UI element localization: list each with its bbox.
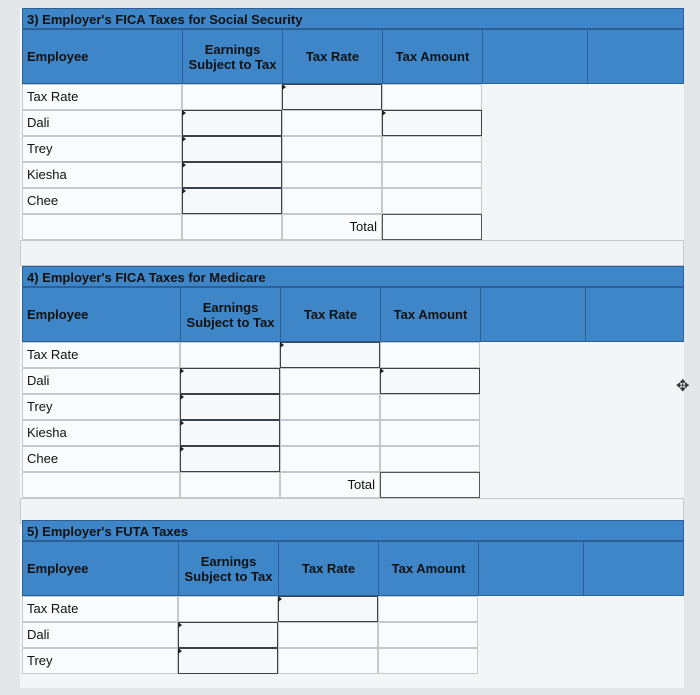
row-label: Dali bbox=[22, 110, 182, 136]
tax-amount-cell bbox=[382, 84, 482, 110]
col-earnings: Earnings Subject to Tax bbox=[181, 288, 281, 341]
col-employee: Employee bbox=[23, 288, 181, 341]
tax-rate-input[interactable] bbox=[278, 596, 378, 622]
col-blank bbox=[483, 30, 588, 83]
earnings-input[interactable] bbox=[180, 420, 280, 446]
earnings-input[interactable] bbox=[180, 446, 280, 472]
table-header bbox=[22, 541, 684, 596]
tax-amount-cell bbox=[380, 342, 480, 368]
col-earnings: Earnings Subject to Tax bbox=[183, 30, 283, 83]
tax-amount-cell bbox=[382, 188, 482, 214]
worksheet bbox=[20, 8, 684, 688]
col-tax-rate: Tax Rate bbox=[283, 30, 383, 83]
row-label: Trey bbox=[22, 394, 180, 420]
tax-amount-cell bbox=[380, 394, 480, 420]
row-label: Chee bbox=[22, 188, 182, 214]
row-label: Trey bbox=[22, 648, 178, 674]
row-label: Dali bbox=[22, 622, 178, 648]
total-label: Total bbox=[282, 214, 382, 240]
move-cursor-icon: ✥ bbox=[676, 378, 690, 395]
blank-cell bbox=[182, 214, 282, 240]
row-label: Kiesha bbox=[22, 420, 180, 446]
table-header bbox=[22, 287, 684, 342]
tax-amount-cell bbox=[382, 162, 482, 188]
total-label: Total bbox=[280, 472, 380, 498]
col-employee: Employee bbox=[23, 542, 179, 595]
earnings-input[interactable] bbox=[182, 162, 282, 188]
total-input[interactable] bbox=[382, 214, 482, 240]
col-employee: Employee bbox=[23, 30, 183, 83]
earnings-input[interactable] bbox=[178, 622, 278, 648]
blank-cell bbox=[22, 472, 180, 498]
tax-amount-cell bbox=[378, 622, 478, 648]
tax-rate-cell bbox=[282, 110, 382, 136]
tax-amount-cell bbox=[382, 136, 482, 162]
spacer-row bbox=[20, 240, 684, 266]
col-blank bbox=[479, 542, 584, 595]
tax-amount-cell bbox=[378, 648, 478, 674]
tax-rate-cell bbox=[280, 420, 380, 446]
earnings-cell bbox=[178, 596, 278, 622]
col-blank bbox=[481, 288, 586, 341]
row-label: Trey bbox=[22, 136, 182, 162]
tax-rate-input[interactable] bbox=[280, 342, 380, 368]
col-tax-amount: Tax Amount bbox=[379, 542, 479, 595]
col-tax-amount: Tax Amount bbox=[381, 288, 481, 341]
section-title: 3) Employer's FICA Taxes for Social Security bbox=[22, 8, 684, 29]
row-label: Tax Rate bbox=[22, 342, 180, 368]
earnings-input[interactable] bbox=[178, 648, 278, 674]
earnings-input[interactable] bbox=[182, 110, 282, 136]
row-label: Chee bbox=[22, 446, 180, 472]
col-tax-rate: Tax Rate bbox=[279, 542, 379, 595]
total-input[interactable] bbox=[380, 472, 480, 498]
row-label: Dali bbox=[22, 368, 180, 394]
tax-rate-cell bbox=[282, 136, 382, 162]
section-title: 5) Employer's FUTA Taxes bbox=[22, 520, 684, 541]
earnings-input[interactable] bbox=[180, 368, 280, 394]
col-earnings: Earnings Subject to Tax bbox=[179, 542, 279, 595]
row-label: Kiesha bbox=[22, 162, 182, 188]
earnings-input[interactable] bbox=[182, 136, 282, 162]
col-tax-amount: Tax Amount bbox=[383, 30, 483, 83]
earnings-input[interactable] bbox=[182, 188, 282, 214]
earnings-input[interactable] bbox=[180, 394, 280, 420]
tax-rate-cell bbox=[280, 394, 380, 420]
blank-cell bbox=[180, 472, 280, 498]
tax-amount-input[interactable] bbox=[382, 110, 482, 136]
tax-rate-input[interactable] bbox=[282, 84, 382, 110]
tax-rate-cell bbox=[282, 162, 382, 188]
tax-rate-cell bbox=[278, 648, 378, 674]
row-label: Tax Rate bbox=[22, 596, 178, 622]
earnings-cell bbox=[180, 342, 280, 368]
tax-rate-cell bbox=[280, 368, 380, 394]
row-label: Tax Rate bbox=[22, 84, 182, 110]
tax-rate-cell bbox=[280, 446, 380, 472]
tax-amount-cell bbox=[378, 596, 478, 622]
blank-cell bbox=[22, 214, 182, 240]
earnings-cell bbox=[182, 84, 282, 110]
section-title: 4) Employer's FICA Taxes for Medicare bbox=[22, 266, 684, 287]
tax-rate-cell bbox=[278, 622, 378, 648]
col-tax-rate: Tax Rate bbox=[281, 288, 381, 341]
tax-amount-input[interactable] bbox=[380, 368, 480, 394]
tax-amount-cell bbox=[380, 420, 480, 446]
tax-amount-cell bbox=[380, 446, 480, 472]
tax-rate-cell bbox=[282, 188, 382, 214]
table-header bbox=[22, 29, 684, 84]
